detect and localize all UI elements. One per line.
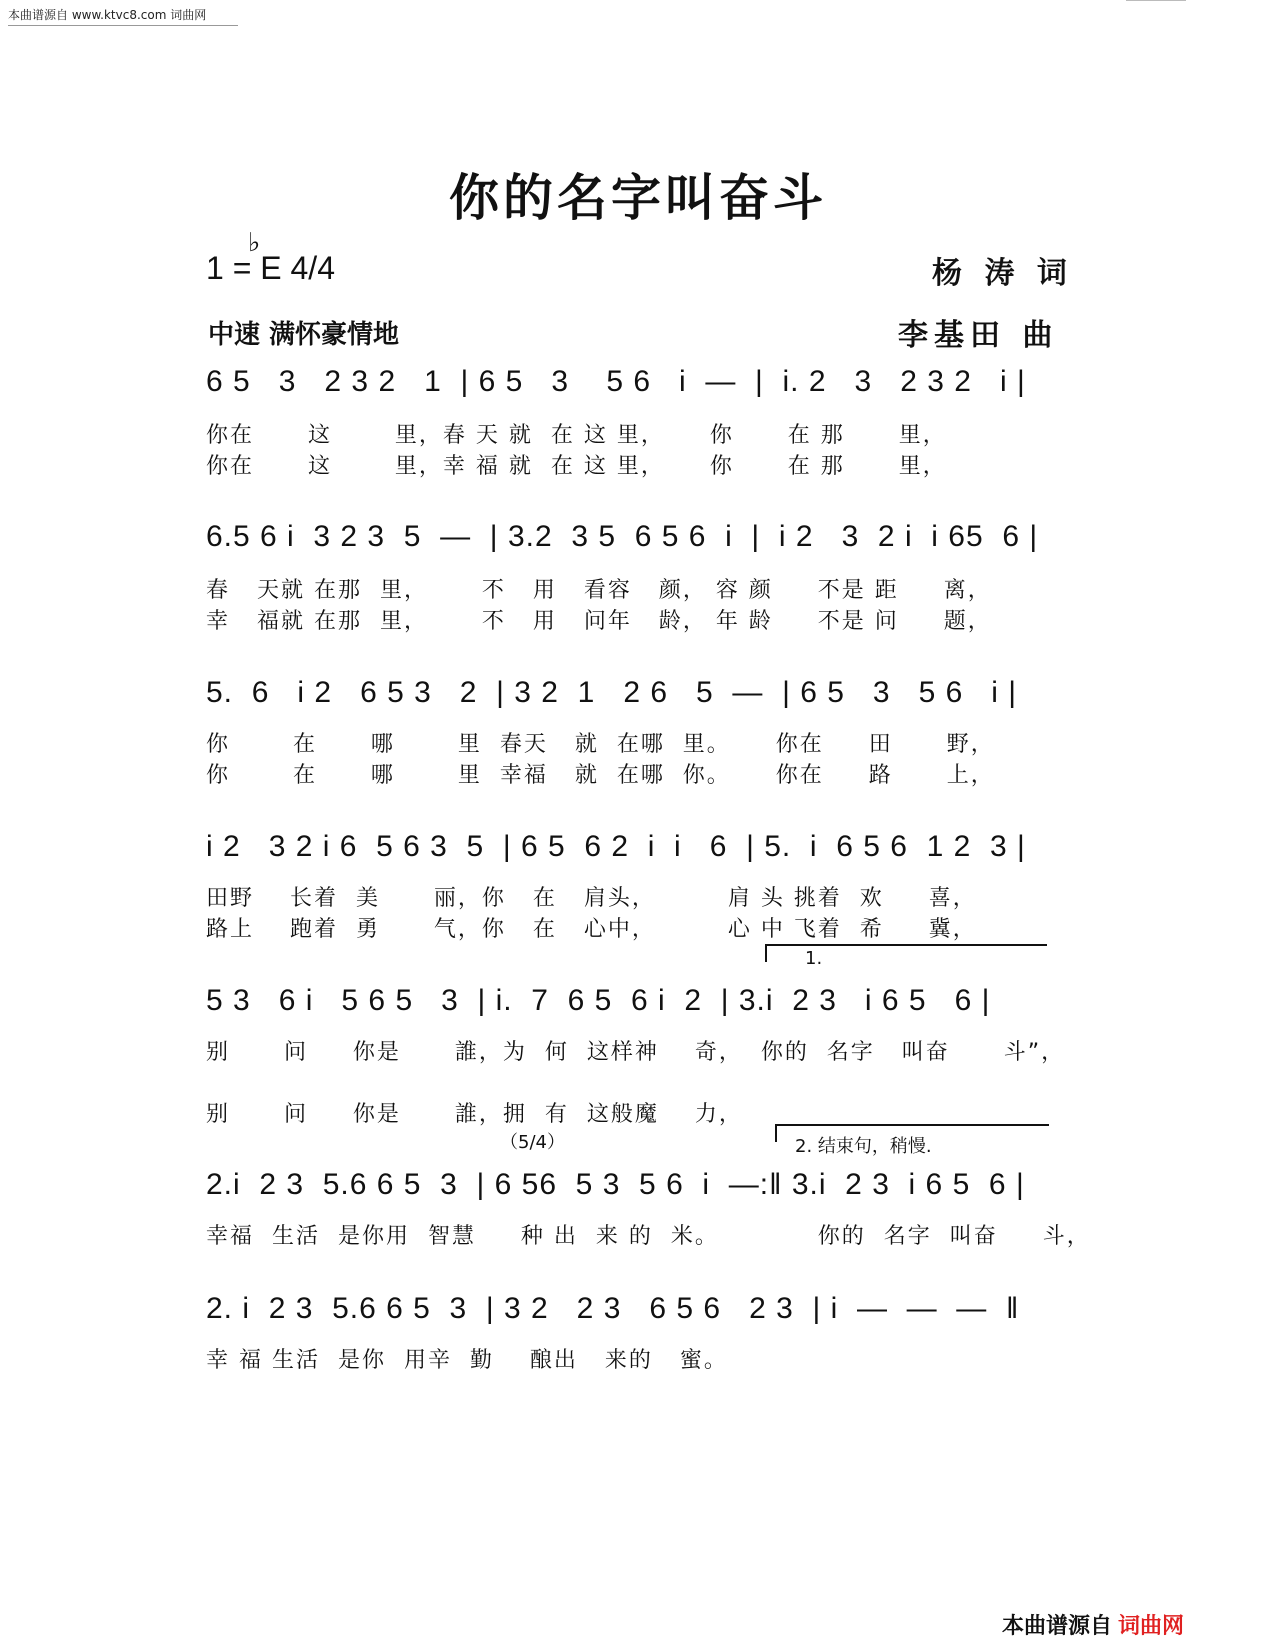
footer-source — [1002, 1609, 1184, 1640]
first-ending-label: 1. — [805, 948, 823, 969]
lyric-line-5-verse-1: 别 问 你是 誰，为 何 这样神 奇， 你的 名字 叫奋 斗”， — [206, 1040, 1066, 1065]
notation-line-4: i 2 3 2 i 6 5 6 3 5 | 6 5 6 2 i i 6 | 5. i 6 5 6 1 2 3 | — [206, 830, 1026, 863]
lyric-line-5-verse-2: 别 问 你是 誰，拥 有 这般魔 力， — [206, 1102, 743, 1127]
lyric-line-4-verse-1: 田野 长着 美 丽，你 在 肩头， 肩 头 挑着 欢 喜， — [206, 886, 977, 911]
corner-rule — [1126, 0, 1186, 1]
notation-line-7: 2. i 2 3 5.6 6 5 3 | 3 2 2 3 6 5 6 2 3 | i — — — ‖ — [206, 1292, 1020, 1325]
footer-source-text: 本曲谱源自 — [1001, 1614, 1112, 1639]
key-signature: 1 = E 4/4 — [206, 250, 335, 286]
second-ending-label: 2. 结束句，稍慢. — [795, 1136, 932, 1157]
song-title: 你的名字叫奋斗 — [449, 169, 827, 227]
lyric-line-4-verse-2: 路上 跑着 勇 气，你 在 心中， 心 中 飞着 希 冀， — [206, 917, 977, 942]
notation-line-1: 6 5 3 2 3 2 1 | 6 5 3 5 6 i — | i. 2 3 2 3 2 i | — [206, 365, 1026, 398]
source-header: 本曲谱源自 www.ktvc8.com 词曲网 — [8, 6, 238, 26]
flat-symbol: ♭ — [248, 228, 261, 258]
lyric-line-2-verse-2: 幸 福就 在那 里， 不 用 问年 龄， 年 龄 不是 问 题， — [206, 609, 992, 634]
notation-line-5: 5 3 6 i 5 6 5 3 | i. 7 6 5 6 i 2 | 3.i 2 3 i 6 5 6 | — [206, 984, 991, 1017]
lyric-line-6-verse-1: 幸福 生活 是你用 智慧 种 出 来 的 米。 你的 名字 叫奋 斗， — [206, 1224, 1091, 1249]
notation-line-3: 5. 6 i 2 6 5 3 2 | 3 2 1 2 6 5 — | 6 5 3 5 6 i | — [206, 676, 1018, 709]
lyric-line-1-verse-2: 你在 这 里，幸 福 就 在 这 里， 你 在 那 里， — [206, 454, 947, 479]
tempo-marking: 中速 满怀豪情地 — [208, 320, 400, 350]
meter-change: （5/4） — [500, 1132, 565, 1153]
notation-line-6: 2.i 2 3 5.6 6 5 3 | 6 56 5 3 5 6 i —:‖ 3.i 2 3 i 6 5 6 | — [206, 1168, 1025, 1201]
lyric-line-2-verse-1: 春 天就 在那 里， 不 用 看容 颜， 容 颜 不是 距 离， — [206, 578, 992, 603]
lyric-line-3-verse-1: 你 在 哪 里 春天 就 在哪 里。 你在 田 野， — [206, 732, 995, 757]
notation-line-2: 6.5 6 i 3 2 3 5 — | 3.2 3 5 6 5 6 i | i 2 3 2 i i 65 6 | — [206, 520, 1039, 553]
lyric-line-1-verse-1: 你在 这 里，春 天 就 在 这 里， 你 在 那 里， — [206, 423, 947, 448]
lyric-line-3-verse-2: 你 在 哪 里 幸福 就 在哪 你。 你在 路 上， — [206, 763, 995, 788]
lyric-line-7-verse-1: 幸 福 生活 是你 用辛 勤 酿出 来的 蜜。 — [206, 1348, 728, 1373]
lyricist-credit: 杨 涛 词 — [932, 256, 1073, 291]
footer-site-name: 词曲网 — [1117, 1614, 1184, 1639]
composer-credit: 李基田 曲 — [898, 318, 1059, 353]
